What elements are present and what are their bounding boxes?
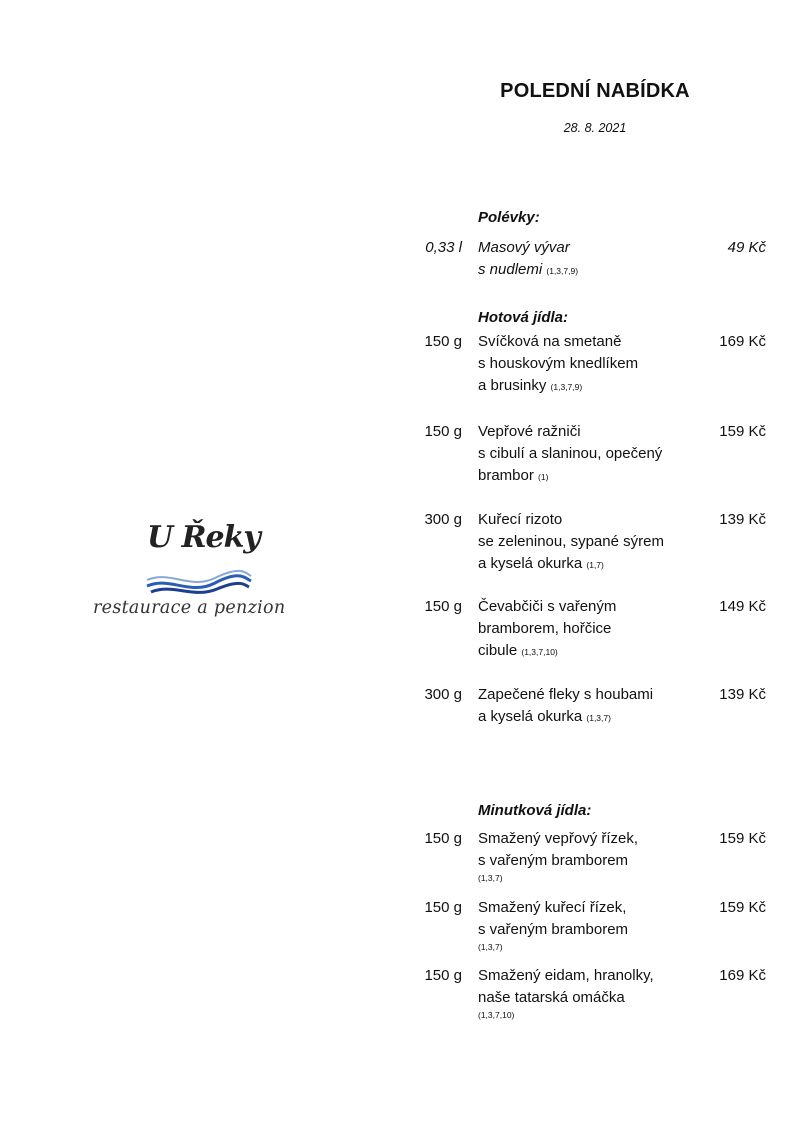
restaurant-logo [85,518,305,633]
item-quantity: 150 g [424,423,462,440]
item-quantity: 150 g [424,899,462,916]
item-price: 139 Kč [719,511,766,528]
item-price: 49 Kč [727,239,766,256]
item-price: 159 Kč [719,423,766,440]
item-name: Zapečené fleky s houbami a kyselá okurka (1,3,7) [478,686,654,725]
section-heading-minute: Minutková jídla: [478,802,592,819]
allergens: (1,7) [586,560,604,570]
section-heading-soups: Polévky: [478,209,540,226]
logo-tagline: restaurace a penzion [93,598,286,618]
item-price: 169 Kč [719,967,766,984]
allergens: (1,3,7,10) [521,647,558,657]
item-name: Masový vývar s nudlemi (1,3,7,9) [478,239,579,278]
item-quantity: 300 g [424,686,462,703]
item-price: 159 Kč [719,899,766,916]
section-heading-mains: Hotová jídla: [478,309,569,326]
item-quantity: 0,33 l [425,239,462,256]
item-quantity: 150 g [424,598,462,615]
item-name: Vepřové ražniči s cibulí a slaninou, opečený brambor (1) [478,423,663,484]
allergens: (1,3,7,10) [478,1010,515,1020]
item-quantity: 150 g [424,967,462,984]
item-name: Svíčková na smetaně s houskovým knedlíkem a brusinky (1,3,7,9) [478,333,639,394]
item-quantity: 300 g [424,511,462,528]
item-quantity: 150 g [424,333,462,350]
item-price: 159 Kč [719,830,766,847]
item-price: 149 Kč [719,598,766,615]
allergens: (1,3,7,9) [546,266,579,276]
item-quantity: 150 g [424,830,462,847]
item-name: Smažený eidam, hranolky, naše tatarská omáčka (1,3,7,10) [478,965,708,1021]
wave-icon [145,568,255,598]
item-name: Smažený vepřový řízek, s vařeným bramborem (1,3,7) [478,828,708,884]
allergens: (1,3,7,9) [550,382,583,392]
menu-date: 28. 8. 2021 [563,121,627,135]
allergens: (1,3,7) [478,942,503,952]
item-name: Kuřecí rizoto se zeleninou, sypané sýrem a kyselá okurka (1,7) [478,511,664,572]
item-price: 169 Kč [719,333,766,350]
allergens: (1) [538,472,549,482]
item-price: 139 Kč [719,686,766,703]
allergens: (1,3,7) [586,713,611,723]
item-name: Čevabčiči s vařeným bramborem, hořčice cibule (1,3,7,10) [478,598,617,659]
item-name: Smažený kuřecí řízek, s vařeným bramborem (1,3,7) [478,897,708,953]
page-title: POLEDNÍ NABÍDKA [500,80,690,102]
logo-name: U Řeky [147,520,260,555]
allergens: (1,3,7) [478,873,503,883]
